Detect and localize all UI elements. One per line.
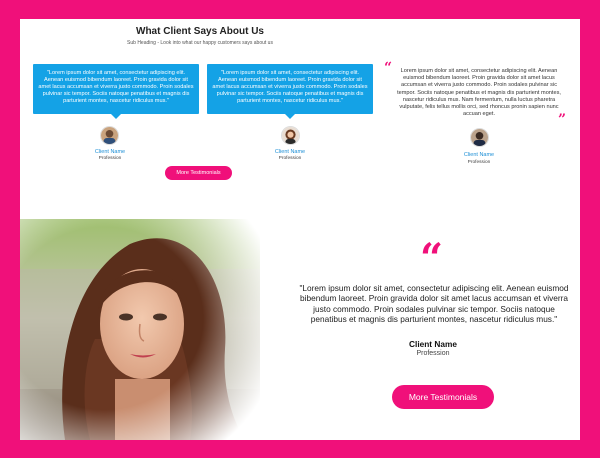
more-testimonials-button[interactable]: More Testimonials [165, 166, 232, 180]
client-name-3[interactable]: Client Name [463, 152, 495, 158]
testimonial-text-3: Lorem ipsum dolor sit amet, consectetur adipiscing elit. Aenean euismod bibendum laoreet. Proin gravida dolor sit amet lacus accumsan et viverra justo commodo. Proin sodales pulvinar sic tempor. Sociis natoque penatibus et magnis dis parturient montes, nascetur ridiculus mus. Nam fermentum, nulla luctus pharetra vulputate, felis tellus mollis orci, sed rhoncus pronin sapien nunc accuan eget. [397, 68, 561, 118]
testimonial-bubble-2: "Lorem ipsum dolor sit amet, consectetur adipiscing elit. Aenean euismod bibendum laoreet. Proin gravida dolor sit amet lacus accumsan et viverra justo commodo. Proin sodales pulvinar sic tempor. Sociis natoque penatibus et magnis dis parturient montes, nascetur ridiculus mus." [207, 64, 373, 114]
client-name-2[interactable]: Client Name [274, 149, 306, 155]
quote-open-icon: “ [384, 60, 393, 76]
featured-client-name: Client Name [409, 339, 457, 349]
section-title: What Client Says About Us [136, 26, 264, 37]
testimonials-panel [20, 19, 580, 440]
quote-open-icon: “ [420, 235, 444, 282]
client-photo [20, 219, 260, 440]
client-profession-2: Profession [278, 156, 302, 161]
more-testimonials-button-large[interactable]: More Testimonials [392, 385, 494, 409]
avatar [470, 128, 489, 147]
client-name-1[interactable]: Client Name [94, 149, 126, 155]
avatar [281, 126, 300, 145]
avatar [100, 126, 119, 145]
section-subtitle: Sub Heading - Look into what our happy customers says about us [127, 40, 273, 46]
featured-quote-text: "Lorem ipsum dolor sit amet, consectetur adipiscing elit. Aenean euismod bibendum laoreet. Proin gravida dolor sit amet lacus accumsan et viverra justo commodo. Proin sodales pulvinar sic tempor. Sociis natoque penatibus et magnis dis parturient montes, nascetur ridiculus mus." [299, 283, 569, 325]
client-profession-3: Profession [467, 160, 491, 165]
quote-close-icon: ” [558, 112, 567, 128]
featured-client-profession: Profession [416, 350, 450, 357]
client-profession-1: Profession [98, 156, 122, 161]
testimonial-bubble-1: "Lorem ipsum dolor sit amet, consectetur adipiscing elit. Aenean euismod bibendum laoreet. Proin gravida dolor sit amet lacus accumsan et viverra justo commodo. Proin sodales pulvinar sic tempor. Sociis natoque penatibus et magnis dis parturient montes, nascetur ridiculus mus." [33, 64, 199, 114]
